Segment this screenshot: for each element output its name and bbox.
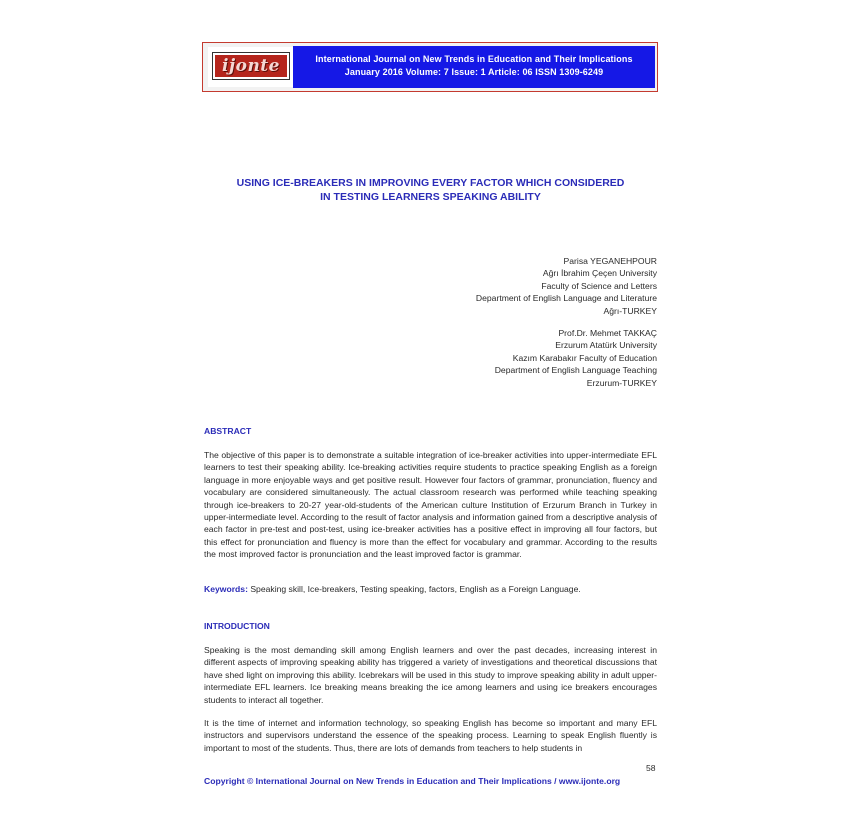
introduction-heading: INTRODUCTION xyxy=(204,621,270,631)
author-2-department: Department of English Language Teaching xyxy=(494,365,657,376)
abstract-text: The objective of this paper is to demonstrate a suitable integration of ice-breaker activities into upper-intermediate EFL learners to test their speaking ability. Ice-breaking activities require students to practice speaking English as a foreign language in more enjoyable ways and get positive result. However four factors of grammar, pronunciation, fluency and vocabulary are considered simultaneously. The actual classroom research was performed while teaching speaking through ice-breakers to 20-27 year-old-students of the American culture Institution of Erzurum Branch in Turkey in upper-intermediate level. According to the result of factor analysis and information gained from a descriptive analysis of each factor in pre-test and post-test, using ice-breaker activities has a positive effect in improving all four factors, but this effect for pronunciation and fluency is more than the effect for vocabulary and grammar. According to the results the most improved factor is pronunciation and the least improved factor is grammar. xyxy=(204,450,657,560)
introduction-paragraph-1: Speaking is the most demanding skill among English learners and over the past decades, increasing interest in different aspects of improving speaking ability has triggered a variety of investigations and theoretical discussions that have shed light on improving this ability. Icebrekars will be used in this study to improve speaking ability in adult upper-intermediate EFL learners. Ice breaking means breaking the ice among learners and using ice breakers encourages students to interact all together. xyxy=(204,645,657,705)
page-number: 58 xyxy=(646,763,656,773)
keywords-label: Keywords: xyxy=(204,584,248,594)
author-2-university: Erzurum Atatürk University xyxy=(555,340,657,351)
author-1-location: Ağrı-TURKEY xyxy=(603,305,657,316)
author-2-faculty: Kazım Karabakır Faculty of Education xyxy=(512,352,657,363)
keywords-text: Speaking skill, Ice-breakers, Testing speaking, factors, English as a Foreign Language. xyxy=(247,584,581,594)
title-line-2: IN TESTING LEARNERS SPEAKING ABILITY xyxy=(320,190,541,203)
paper-title xyxy=(204,177,657,204)
journal-logo xyxy=(208,47,294,87)
author-1-department: Department of English Language and Literature xyxy=(475,293,657,304)
journal-name: International Journal on New Trends in Education and Their Implications xyxy=(315,54,633,64)
logo-text: ijonte xyxy=(222,56,280,76)
author-2-block xyxy=(420,327,657,389)
introduction-paragraph-2: It is the time of internet and information technology, so speaking English has become so important and many EFL instructors and supervisors understand the essence of the speaking process. Learning to speak English fluently is important to most of the students. Thus, there are lots of demands from teachers to help students in xyxy=(204,718,657,753)
copyright-footer: Copyright © International Journal on New Trends in Education and Their Implications / www.ijonte.org xyxy=(204,776,621,786)
author-1-block xyxy=(420,255,657,317)
logo-badge xyxy=(213,53,289,79)
journal-info xyxy=(293,53,655,79)
author-2-location: Erzurum-TURKEY xyxy=(586,377,657,388)
title-line-1: USING ICE-BREAKERS IN IMPROVING EVERY FACTOR WHICH CONSIDERED xyxy=(236,177,625,189)
author-2-name: Prof.Dr. Mehmet TAKKAÇ xyxy=(558,328,657,338)
author-1-faculty: Faculty of Science and Letters xyxy=(541,280,657,291)
author-1-name: Parisa YEGANEHPOUR xyxy=(563,256,657,266)
journal-banner xyxy=(202,42,658,92)
keywords xyxy=(204,583,657,595)
journal-issue-info: January 2016 Volume: 7 Issue: 1 Article: 06 ISSN 1309-6249 xyxy=(344,67,604,77)
abstract-heading: ABSTRACT xyxy=(204,426,252,436)
author-1-university: Ağrı İbrahim Çeçen University xyxy=(542,268,657,279)
